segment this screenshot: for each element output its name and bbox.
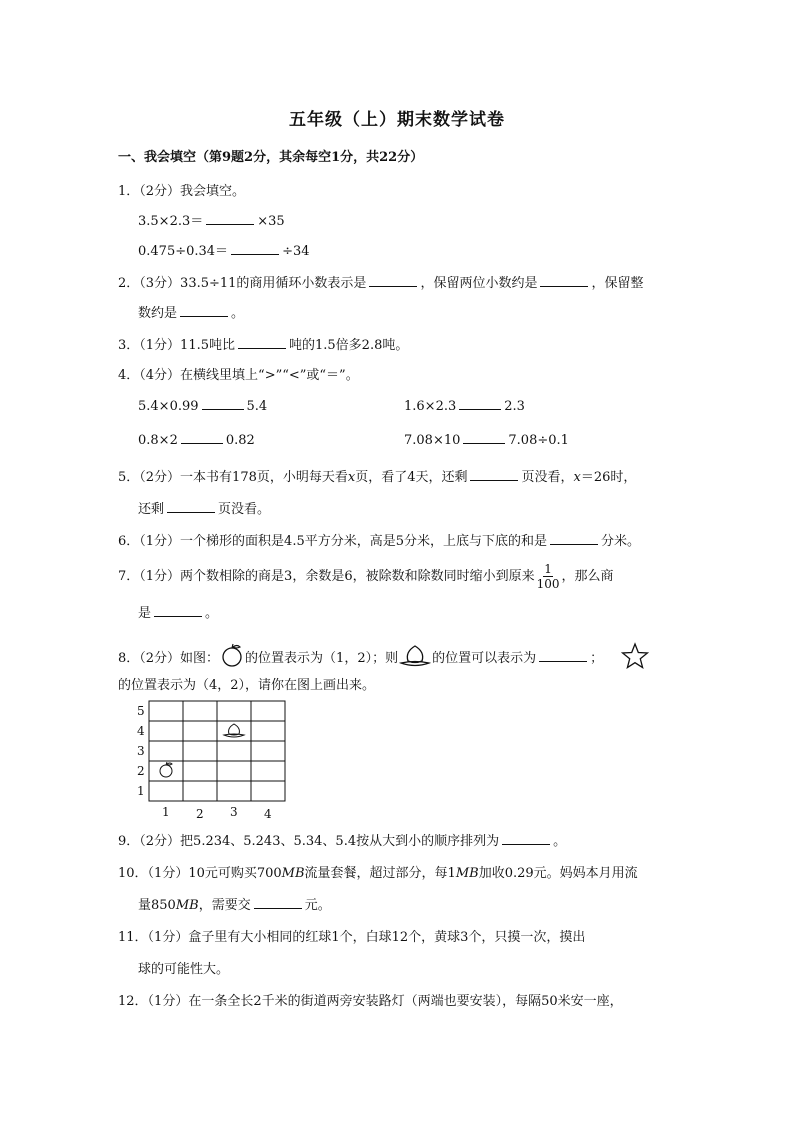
- coordinate-grid: [135, 697, 295, 821]
- answer-blank[interactable]: [254, 897, 302, 909]
- answer-blank[interactable]: [459, 398, 501, 410]
- question-10: 10．（1分）10元可购买700MB流量套餐，超过部分，每1MB加收0.29元。妈妈本月用流: [118, 866, 638, 881]
- answer-blank[interactable]: [550, 533, 598, 545]
- question-11-cont: 球的可能性大。: [138, 962, 230, 977]
- x-label: 4: [264, 807, 272, 821]
- question-2-cont: 数约是 。: [138, 306, 245, 321]
- answer-blank[interactable]: [202, 398, 244, 410]
- question-7: 7．（1分）两个数相除的商是3，余数是6，被除数和除数同时缩小到原来 $\frac{1}{100}$ ，那么商: [118, 562, 614, 591]
- question-1-b: 0.475÷0.34＝ ÷34: [138, 244, 310, 259]
- compare-2: 1.6×2.3 2.3: [404, 399, 525, 414]
- question-1-a: 3.5×2.3＝ ×35: [138, 214, 285, 229]
- compare-3: 0.8×2 0.82: [138, 433, 255, 448]
- answer-blank[interactable]: [167, 501, 215, 513]
- answer-blank[interactable]: [180, 305, 228, 317]
- question-11: 11．（1分）盒子里有大小相同的红球1个，白球12个，黄球3个，只摸一次，摸出: [118, 930, 586, 945]
- fraction: $\frac{1}{100}$: [536, 562, 560, 591]
- answer-blank[interactable]: [369, 275, 417, 287]
- x-label: 1: [162, 805, 170, 819]
- grid-peach-icon: [224, 724, 244, 737]
- peach-icon: [398, 642, 432, 668]
- question-5: 5．（2分）一本书有178页，小明每天看x页，看了4天，还剩 页没看，x＝26时，: [118, 470, 637, 485]
- question-7-cont: 是 。: [138, 606, 219, 621]
- grid-apple-icon: [160, 762, 172, 777]
- x-label: 2: [196, 807, 204, 821]
- compare-4: 7.08×10 7.08÷0.1: [404, 433, 569, 448]
- answer-blank[interactable]: [539, 650, 587, 662]
- page-title: 五年级（上）期末数学试卷: [289, 110, 505, 130]
- question-1: 1．（2分）我会填空。: [118, 184, 246, 199]
- y-label: 1: [137, 784, 145, 798]
- y-label: 2: [137, 764, 145, 778]
- answer-blank[interactable]: [238, 337, 286, 349]
- question-8: 8．（2分）如图： 的位置表示为（1，2）；则 的位置可以表示为 ；: [118, 642, 649, 670]
- star-icon: [621, 642, 649, 670]
- question-9: 9．（2分）把5.234、5.243、5.34、5.4按从大到小的顺序排列为 。: [118, 834, 567, 849]
- y-label: 4: [137, 724, 145, 738]
- answer-blank[interactable]: [206, 213, 254, 225]
- question-5-cont: 还剩 页没看。: [138, 502, 271, 517]
- question-4: 4．（4分）在横线里填上“>”“<”或“＝”。: [118, 368, 359, 383]
- question-6: 6．（1分）一个梯形的面积是4.5平方分米，高是5分米，上底与下底的和是 分米。: [118, 534, 641, 549]
- y-label: 3: [137, 744, 145, 758]
- x-label: 3: [230, 805, 238, 819]
- compare-1: 5.4×0.99 5.4: [138, 399, 268, 414]
- answer-blank[interactable]: [181, 432, 223, 444]
- y-label: 5: [137, 704, 145, 718]
- answer-blank[interactable]: [540, 275, 588, 287]
- answer-blank[interactable]: [231, 243, 279, 255]
- question-3: 3．（1分）11.5吨比 吨的1.5倍多2.8吨。: [118, 338, 409, 353]
- apple-icon: [219, 642, 245, 668]
- question-12: 12．（1分）在一条全长2千米的街道两旁安装路灯（两端也要安装），每隔50米安一座，: [118, 994, 623, 1009]
- answer-blank[interactable]: [502, 833, 550, 845]
- answer-blank[interactable]: [154, 605, 202, 617]
- answer-blank[interactable]: [470, 469, 518, 481]
- question-8-cont: 的位置表示为（4，2），请你在图上画出来。: [118, 678, 376, 693]
- question-2: 2．（3分）33.5÷11的商用循环小数表示是 ，保留两位小数约是 ，保留整: [118, 276, 644, 291]
- answer-blank[interactable]: [463, 432, 505, 444]
- section-heading: 一、我会填空（第9题2分，其余每空1分，共22分）: [118, 150, 424, 165]
- question-10-cont: 量850MB，需要交 元。: [138, 898, 331, 913]
